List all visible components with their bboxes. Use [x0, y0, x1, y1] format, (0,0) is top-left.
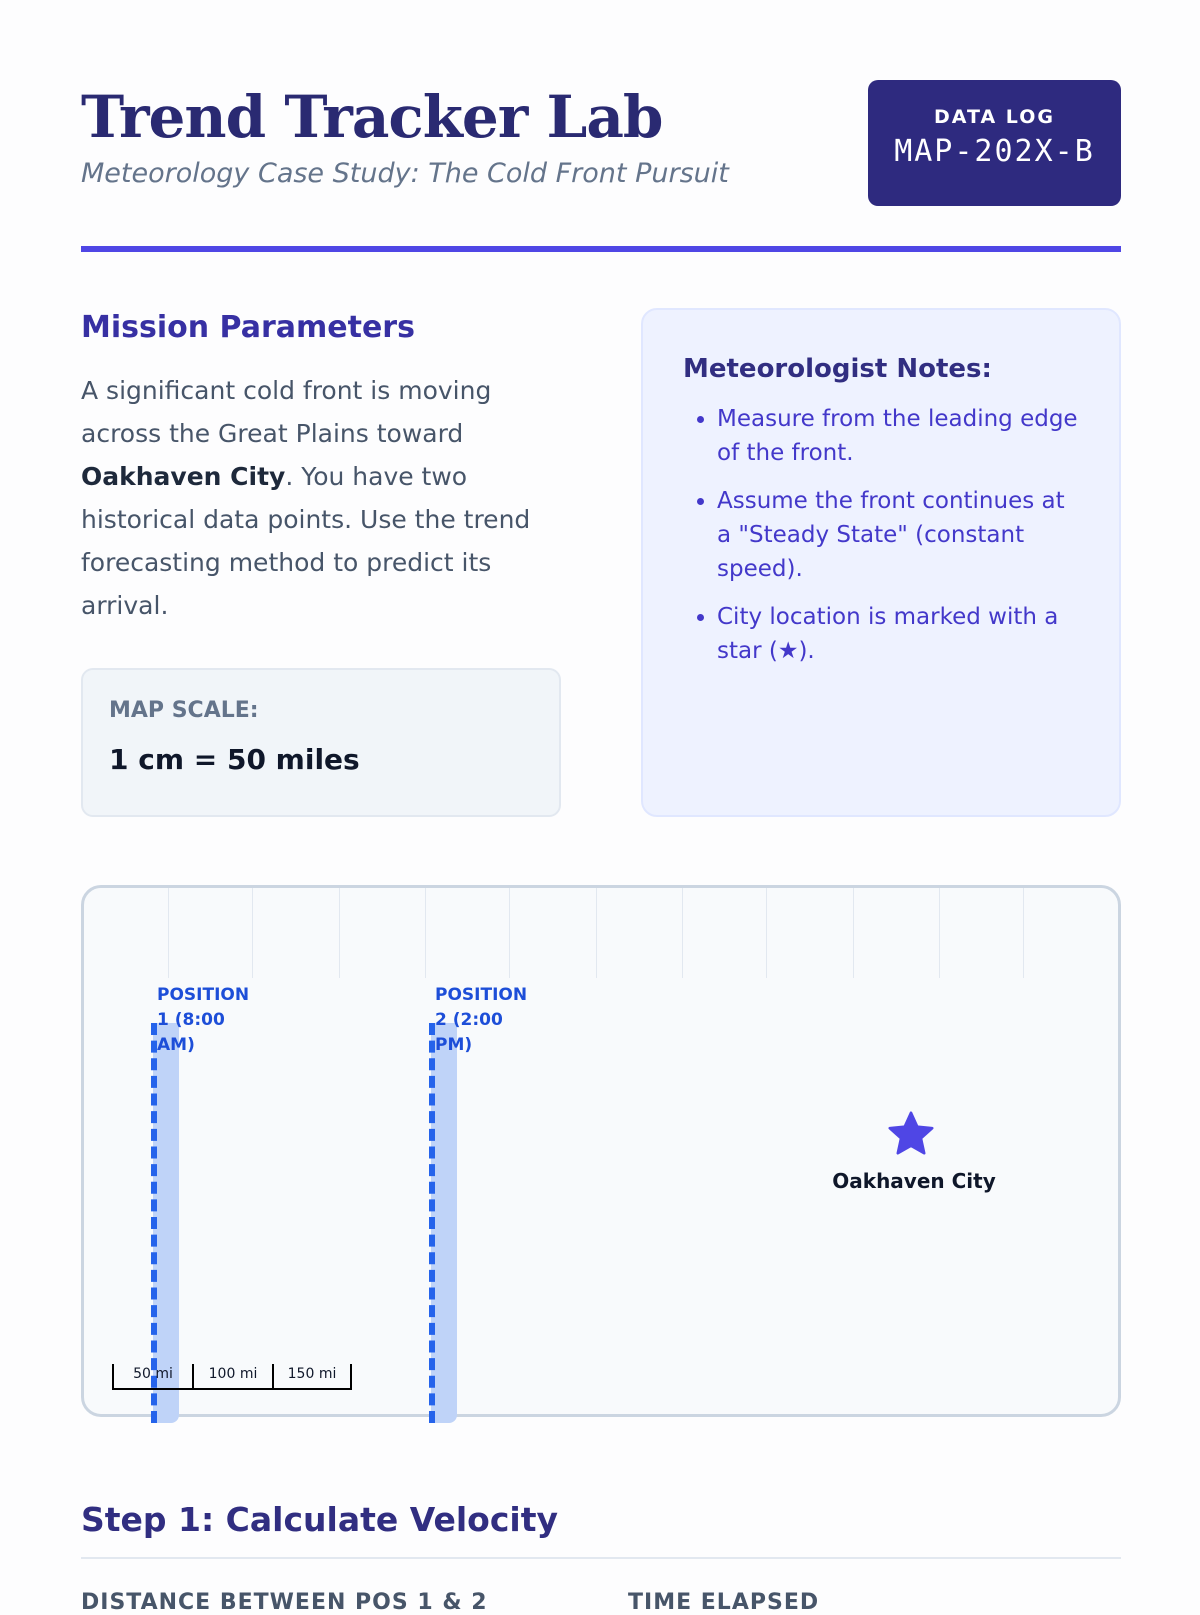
time-field-label: TIME ELAPSED: [628, 1590, 820, 1615]
header-divider: [81, 246, 1121, 252]
mission-city-name: Oakhaven City: [81, 462, 286, 491]
map-gridline: [682, 888, 683, 978]
data-log-badge: [868, 80, 1121, 206]
weather-map: [81, 885, 1121, 1417]
map-gridline: [252, 888, 253, 978]
badge-code: MAP-202X-B: [894, 134, 1095, 169]
map-scale-value: 1 cm = 50 miles: [109, 743, 360, 776]
scalebar-segment: [112, 1364, 192, 1390]
city-label: Oakhaven City: [832, 1169, 996, 1193]
map-scale-label: MAP SCALE:: [109, 698, 259, 723]
step-1-section: [81, 1500, 1121, 1539]
mission-heading: Mission Parameters: [81, 310, 415, 345]
map-scalebar: [112, 1364, 352, 1390]
mission-text-after: . You have two historical data points. Use the trend forecasting method to predict its arrival.: [81, 462, 531, 620]
scalebar-segment: [272, 1364, 352, 1390]
note-item: • Assume the front continues at a "Steady State" (constant speed).: [717, 484, 1079, 586]
scalebar-label: 50 mi: [133, 1366, 173, 1382]
notes-heading: Meteorologist Notes:: [683, 354, 992, 384]
page-subtitle: Meteorology Case Study: The Cold Front Pursuit: [81, 158, 729, 189]
map-gridline: [509, 888, 510, 978]
front-position-2-label: POSITION 2 (2:00 PM): [435, 985, 528, 1055]
distance-field-label: DISTANCE BETWEEN POS 1 & 2: [81, 1590, 488, 1615]
step-1-heading: Step 1: Calculate Velocity: [81, 1500, 559, 1539]
map-gridline: [1023, 888, 1024, 978]
map-gridline: [425, 888, 426, 978]
mission-description: [81, 369, 561, 627]
map-gridline: [939, 888, 940, 978]
note-item: • City location is marked with a star (★).: [717, 600, 1079, 668]
map-gridline: [168, 888, 169, 978]
front-position-1-label: POSITION 1 (8:00 AM): [157, 985, 250, 1055]
note-item: • Measure from the leading edge of the front.: [717, 402, 1079, 470]
meteorologist-notes: [641, 308, 1121, 817]
map-gridline: [596, 888, 597, 978]
scalebar-label: 100 mi: [208, 1366, 258, 1382]
map-gridline: [766, 888, 767, 978]
scalebar-segment: [192, 1364, 272, 1390]
map-scale-card: [81, 668, 561, 817]
map-gridline: [853, 888, 854, 978]
page-title: Trend Tracker Lab: [81, 83, 663, 151]
mission-text-before: A significant cold front is moving across the Great Plains toward: [81, 376, 492, 448]
map-gridline: [339, 888, 340, 978]
star-icon: [885, 1108, 937, 1160]
front-position-1-line: [151, 1023, 157, 1423]
scalebar-label: 150 mi: [287, 1366, 337, 1382]
mission-parameters: [81, 310, 561, 627]
step-divider: [81, 1557, 1121, 1559]
page-header: [81, 80, 1121, 254]
front-position-2-line: [429, 1023, 435, 1423]
notes-list: [683, 402, 1079, 668]
badge-label: DATA LOG: [934, 106, 1055, 128]
